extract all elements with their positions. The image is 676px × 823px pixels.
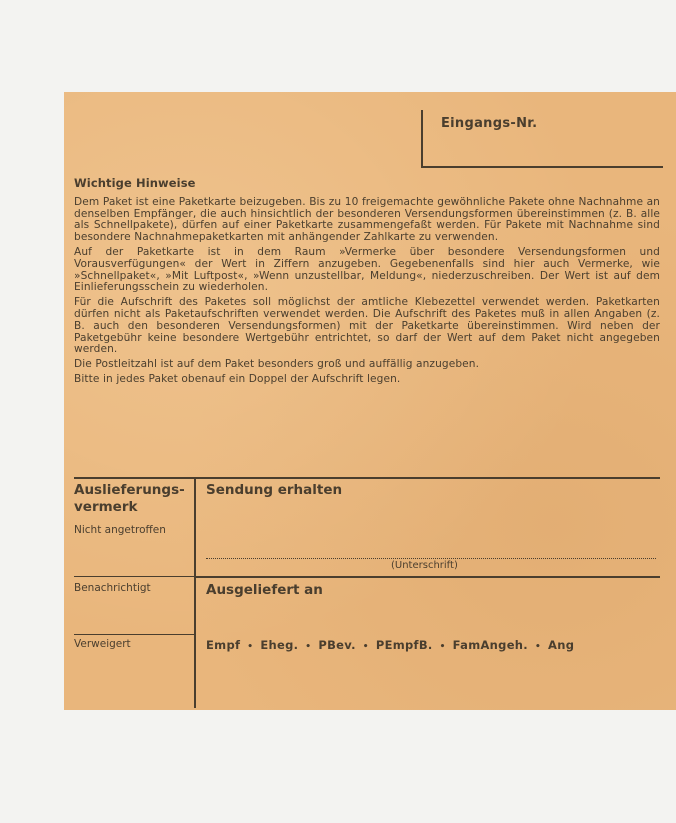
- left-row-rule-1: [74, 576, 194, 577]
- parcel-card: [64, 92, 676, 710]
- left-row-rule-2: [74, 634, 194, 635]
- auslieferung-line2: vermerk: [74, 499, 138, 515]
- notes-paragraph: Auf der Paketkarte ist in dem Raum »Vermerke über besondere Versendungsformen und Vorausverfügungen« der Wert in Ziffern anzugeben. Gegebenenfalls sind hier auch Vermerke, wie »Schnellpaket«, »Mit Luftpost«, »Wenn unzustellbar, Meldung«, niederzuschreiben. Der Wert ist auf dem Einlieferungsschein zu wiederholen.: [74, 245, 660, 294]
- option-pbev[interactable]: PBev.: [318, 638, 356, 652]
- notes-heading: Wichtige Hinweise: [74, 176, 196, 190]
- benachrichtigt-field[interactable]: Benachrichtigt: [74, 582, 151, 594]
- separator: •: [247, 642, 254, 652]
- notes-paragraph: Die Postleitzahl ist auf dem Paket besonders groß und auffällig anzugeben.: [74, 358, 480, 371]
- option-famangeh[interactable]: FamAngeh.: [452, 638, 528, 652]
- important-notes: [74, 178, 660, 389]
- ausgeliefert-an-label: Ausgeliefert an: [206, 582, 323, 598]
- form-column-divider: [194, 478, 196, 708]
- nicht-angetroffen-field[interactable]: Nicht angetroffen: [74, 524, 166, 536]
- separator: •: [439, 642, 446, 652]
- unterschrift-label: (Unterschrift): [391, 560, 458, 571]
- option-ang[interactable]: Ang: [548, 638, 575, 652]
- form-top-rule: [74, 477, 660, 479]
- eingang-nr-box[interactable]: [421, 110, 663, 168]
- eingang-nr-label: Eingangs-Nr.: [441, 116, 538, 131]
- option-eheg[interactable]: Eheg.: [260, 638, 299, 652]
- recipient-options: [206, 638, 574, 652]
- notes-paragraph: Für die Aufschrift des Paketes soll möglichst der amtliche Klebezettel verwendet werden. Paketkarten dürfen nicht als Paketaufschriften verwendet werden. Die Aufschrift des Paketes muß in allen Angaben (z. B. auch den besonderen Versendungsformen) mit der Paketkarte übereinstimmen. Wird neben der Paketgebühr keine besondere Wertgebühr entrichtet, so darf der Wert auf dem Paket nicht angegeben werden.: [74, 296, 660, 356]
- auslieferung-line1: Auslieferungs-: [74, 482, 185, 498]
- option-empf[interactable]: Empf: [206, 638, 241, 652]
- sendung-erhalten-label: Sendung erhalten: [206, 482, 343, 498]
- sendung-section-rule: [196, 576, 660, 578]
- verweigert-field[interactable]: Verweigert: [74, 638, 131, 650]
- option-pempfb[interactable]: PEmpfB.: [375, 638, 433, 652]
- separator: •: [534, 642, 542, 652]
- separator: •: [362, 642, 369, 652]
- auslieferungsvermerk-label: [74, 482, 185, 516]
- separator: •: [305, 642, 312, 652]
- notes-paragraph: Dem Paket ist eine Paketkarte beizugeben. Bis zu 10 freigemachte gewöhnliche Pakete ohne Nachnahme an denselben Empfänger, die auch hinsichtlich der besonderen Versendungsformen übereinstimmen (z. B. alle als Schnellpakete), dürfen auf einer Paketkarte zusammengefaßt werden. Für Pakete mit Nachnahme sind besondere Nachnahmepaketkarten mit anhängender Zahlkarte zu verwenden.: [74, 195, 660, 244]
- signature-line[interactable]: [206, 558, 656, 559]
- notes-paragraph: Bitte in jedes Paket obenauf ein Doppel der Aufschrift legen.: [74, 372, 401, 385]
